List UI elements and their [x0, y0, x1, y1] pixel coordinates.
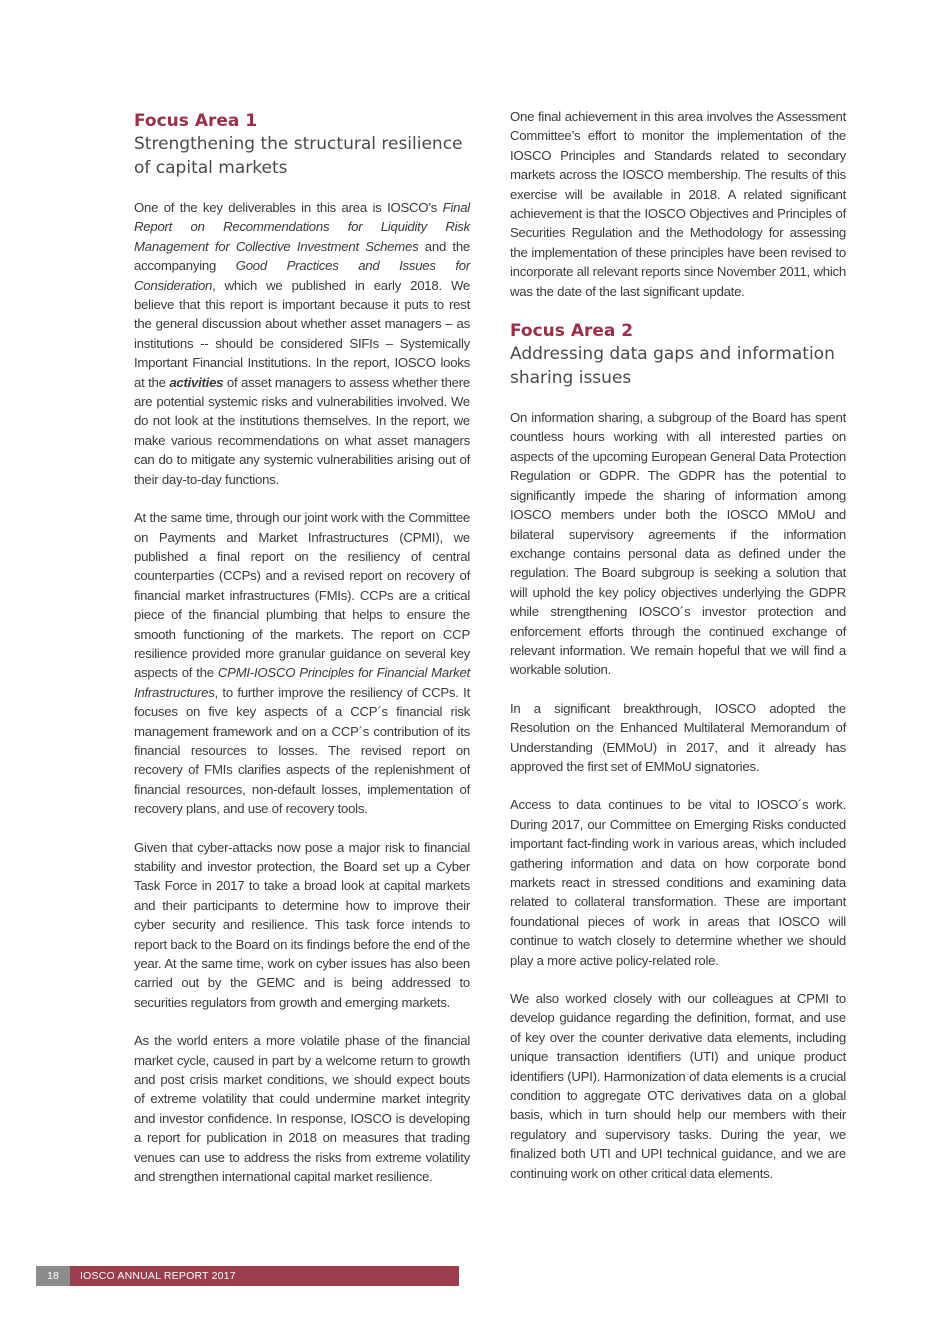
right-column: [510, 107, 846, 1202]
paragraph-gdpr: On information sharing, a subgroup of the Board has spent countless hours working with all interested parties on aspects of the upcoming European General Data Protection Regulation or GDPR. The GDPR has the potential to significantly impede the sharing of information among IOSCO members under both the IOSCO MMoU and bilateral supervisory agreements if the information exchange contains personal data as defined under the regulation. The Board subgroup is seeking a solution that will uphold the key policy objectives underlying the GDPR while strengthening IOSCO´s investor protection and enforcement efforts through the continued exchange of relevant information. We remain hopeful that we will find a workable solution.: [510, 410, 846, 678]
paragraph-cyber-task-force: Given that cyber-attacks now pose a major risk to financial stability and investor protection, the Board set up a Cyber Task Force in 2017 to take a broad look at capital markets and their participants to determine how to improve their cyber security and resilience. This task force intends to report back to the Board on its findings before the end of the year. At the same time, work on cyber issues has also been carried out by the GEMC and is being addressed to securities regulators from growth and emerging markets.: [134, 839, 470, 1010]
left-column: [134, 107, 470, 1206]
paragraph-ccp-resilience: At the same time, through our joint work with the Committee on Payments and Market Infrastructures (CPMI), we published a final report on the resiliency of central counterparties (CCPs) and a revised report on recovery of financial market infrastructures (FMIs). CCPs are a critical piece of the financial plumbing that helps to ensure the smooth functioning of the markets. The report on CCP resilience provided more granular guidance on several key aspects of the CPMI-IOSCO Principles for Financial Market Infrastructures, to further improve the resiliency of CCPs. It focuses on five key aspects of a CCP´s financial risk management framework and on a CCP´s contribution of its financial resources to losses. The revised report on recovery of FMIs clarifies aspects of the replenishment of financial resources, non-default losses, implementation of recovery plans, and use of recovery tools.: [134, 510, 470, 817]
focus-area-1-label: Focus Area 1: [134, 111, 258, 131]
paragraph-assessment-committee: One final achievement in this area involves the Assessment Committee’s effort to monitor the implementation of the IOSCO Principles and Standards related to secondary markets across the IOSCO membership. The results of this exercise will be available in 2018. A related significant achievement is that the IOSCO Objectives and Principles of Securities Regulation and the Methodology for assessing the implementation of these principles have been revised to incorporate all relevant reports since November 2011, which was the date of the last significant update.: [510, 109, 846, 299]
page-number: 18: [36, 1266, 70, 1286]
paragraph-emmou: In a significant breakthrough, IOSCO adopted the Resolution on the Enhanced Multilateral Memorandum of Understanding (EMMoU) in 2017, and it already has approved the first set of EMMoU signatories.: [510, 700, 846, 774]
focus-area-2-section: [510, 320, 846, 1183]
page-footer: [36, 1266, 459, 1286]
paragraph-cpmi-guidance: We also worked closely with our colleagues at CPMI to develop guidance regarding the definition, format, and use of key over the counter derivative data elements, including unique transaction identifiers (UTI) and unique product identifiers (UPI). Harmonization of data elements is a crucial condition to aggregate OTC derivatives data on a global basis, which in turn should help our members with their regulatory and supervisory tasks. During the year, we finalized both UTI and UPI technical guidance, and we are continuing work on other critical data elements.: [510, 991, 846, 1181]
good-practices-italic: Good Practices and Issues for Consideration: [134, 258, 471, 293]
focus-area-2-label: Focus Area 2: [510, 321, 634, 342]
focus-area-1-title: Strengthening the structural resilience of capital markets: [134, 134, 463, 178]
focus-area-2-title: Addressing data gaps and information sharing issues: [510, 344, 835, 389]
activities-emphasis: activities: [169, 374, 224, 390]
report-title-italic: Final Report on Recommendations for Liquidity Risk Management for Collective Investment Schemes: [134, 200, 470, 254]
cpmi-principles-italic: CPMI-IOSCO Principles for Financial Market Infrastructures: [134, 665, 470, 700]
paragraph-data-access: Access to data continues to be vital to IOSCO´s work. During 2017, our Committee on Emerging Risks conducted important fact-finding work in various areas, which included gathering information and data on how corporate bond markets react in stressed conditions and examining data related to collateral transformation. These are important foundational pieces of work in areas that IOSCO will continue to watch closely to determine whether we should play a more active policy-related role.: [510, 797, 846, 968]
paragraph-volatility: As the world enters a more volatile phase of the financial market cycle, caused in part by a welcome return to growth and post crisis market conditions, we should expect bouts of extreme volatility that could undermine market integrity and investor confidence. In response, IOSCO is developing a report for publication in 2018 on measures that trading venues can use to address the risks from extreme volatility and strengthen international capital market resilience.: [134, 1033, 470, 1185]
paragraph-liquidity-risk: One of the key deliverables in this area is IOSCO’s Final Report on Recommendations for Liquidity Risk Management for Collective Investment Schemes and the accompanying Good Practices and Issues for Consideration, which we published in early 2018. We believe that this report is important because it puts to rest the general discussion about whether asset managers – as institutions -- should be considered SIFIs – Systemically Important Financial Institutions. In the report, IOSCO looks at the activities of asset managers to assess whether there are potential systemic risks and vulnerabilities involved. We do not look at the institutions themselves. In the report, we make various recommendations on what asset managers can do to mitigate any systemic vulnerabilities arising out of their day-to-day functions.: [134, 200, 471, 487]
footer-report-title: IOSCO ANNUAL REPORT 2017: [80, 1270, 236, 1282]
